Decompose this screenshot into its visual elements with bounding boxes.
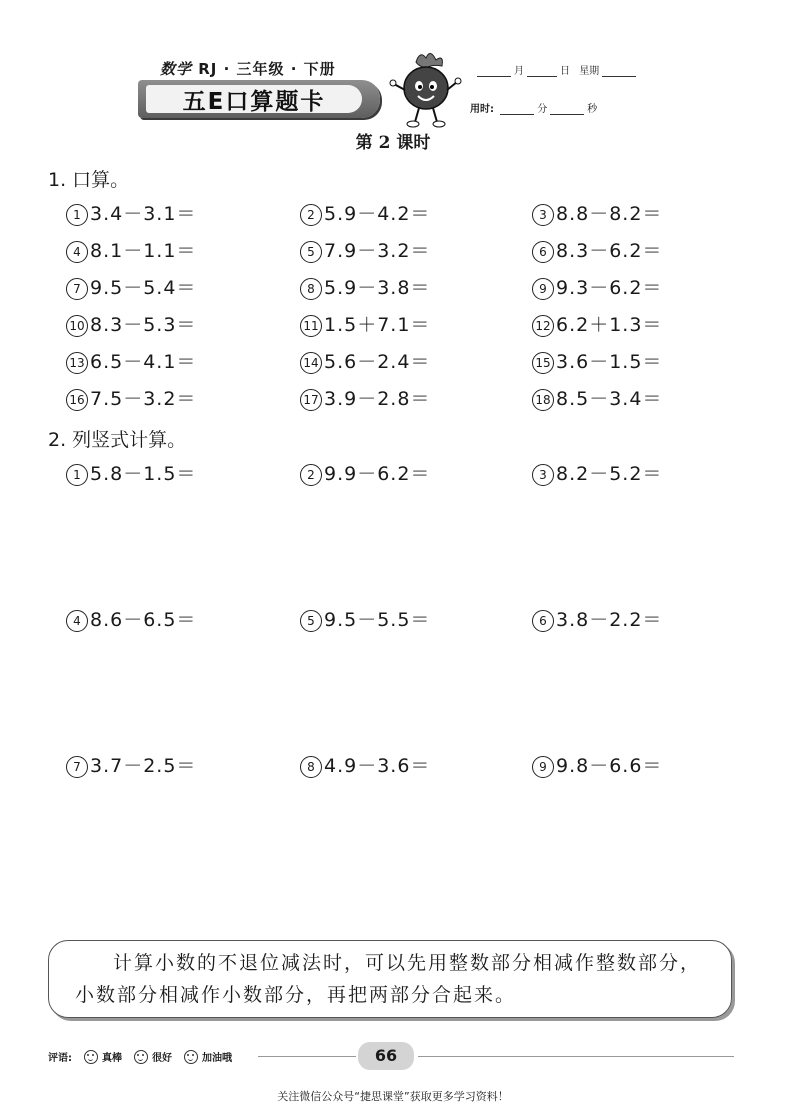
section1-problem [532, 310, 662, 337]
problem-number: 1 [66, 204, 88, 226]
section2-problem [66, 605, 196, 632]
problem-expression: 5.6－2.4＝ [324, 351, 431, 373]
problem-number: 8 [300, 756, 322, 778]
problem-number: 5 [300, 241, 322, 263]
section2-problem [66, 751, 196, 778]
section2-problem [532, 751, 662, 778]
section1-problem [532, 199, 662, 226]
section1-problem [532, 384, 662, 411]
mascot-icon [386, 48, 464, 128]
title-banner [138, 80, 380, 118]
time-label: 用时: [470, 104, 494, 115]
section1-problem [300, 310, 430, 337]
good-face-icon[interactable] [134, 1050, 148, 1064]
problem-expression: 5.9－4.2＝ [324, 203, 431, 225]
section2-problem [532, 459, 662, 486]
problem-expression: 8.8－8.2＝ [556, 203, 663, 225]
minutes-blank[interactable] [500, 114, 534, 115]
section2-problem [532, 605, 662, 632]
problem-expression: 5.8－1.5＝ [90, 463, 197, 485]
problem-expression: 9.8－6.6＝ [556, 755, 663, 777]
problem-number: 15 [532, 352, 554, 374]
section2-problem [300, 605, 430, 632]
page-number: 66 [358, 1042, 414, 1070]
section1-problem [532, 273, 662, 300]
section1-problem [66, 384, 196, 411]
problem-number: 8 [300, 278, 322, 300]
eval-label: 评语: [48, 1053, 72, 1064]
problem-number: 4 [66, 610, 88, 632]
section1-title: 1. 口算。 [48, 169, 130, 191]
problem-number: 12 [532, 315, 554, 337]
weekday-blank[interactable] [602, 76, 636, 77]
problem-number: 9 [532, 278, 554, 300]
problem-number: 7 [66, 756, 88, 778]
section1-problem [532, 236, 662, 263]
problem-number: 3 [532, 204, 554, 226]
section2-problem [300, 459, 430, 486]
problem-expression: 6.2＋1.3＝ [556, 314, 663, 336]
problem-number: 6 [532, 241, 554, 263]
section2-problem [66, 459, 196, 486]
bottom-note: 关注微信公众号“捷思课堂”获取更多学习资料！ [277, 1090, 509, 1103]
seconds-blank[interactable] [550, 114, 584, 115]
problem-expression: 8.6－6.5＝ [90, 609, 197, 631]
problem-expression: 9.3－6.2＝ [556, 277, 663, 299]
subject-line [160, 58, 336, 79]
weekday-label: 星期 [579, 66, 600, 77]
section1-problem [66, 347, 196, 374]
problem-expression: 8.2－5.2＝ [556, 463, 663, 485]
eval-try: 加油哦 [202, 1053, 232, 1064]
problem-expression: 3.4－3.1＝ [90, 203, 197, 225]
month-label: 月 [514, 66, 524, 77]
problem-number: 9 [532, 756, 554, 778]
problem-number: 14 [300, 352, 322, 374]
problem-expression: 7.9－3.2＝ [324, 240, 431, 262]
problem-expression: 1.5＋7.1＝ [324, 314, 431, 336]
problem-number: 2 [300, 464, 322, 486]
problem-expression: 9.9－6.2＝ [324, 463, 431, 485]
month-blank[interactable] [477, 76, 511, 77]
problem-expression: 4.9－3.6＝ [324, 755, 431, 777]
edition-label: RJ · 三年级 · 下册 [198, 60, 336, 78]
footer-line-left [258, 1056, 356, 1057]
problem-number: 13 [66, 352, 88, 374]
section1-problem [66, 236, 196, 263]
time-line [470, 100, 597, 115]
problem-expression: 8.3－5.3＝ [90, 314, 197, 336]
section1-problem [66, 310, 196, 337]
problem-expression: 9.5－5.5＝ [324, 609, 431, 631]
problem-number: 2 [300, 204, 322, 226]
problem-expression: 5.9－3.8＝ [324, 277, 431, 299]
problem-number: 5 [300, 610, 322, 632]
problem-expression: 3.7－2.5＝ [90, 755, 197, 777]
section1-problem [300, 273, 430, 300]
problem-expression: 3.6－1.5＝ [556, 351, 663, 373]
problem-number: 18 [532, 389, 554, 411]
problem-number: 10 [66, 315, 88, 337]
day-label: 日 [560, 66, 570, 77]
problem-number: 16 [66, 389, 88, 411]
problem-number: 3 [532, 464, 554, 486]
problem-number: 7 [66, 278, 88, 300]
problem-expression: 3.9－2.8＝ [324, 388, 431, 410]
problem-expression: 8.3－6.2＝ [556, 240, 663, 262]
problem-expression: 3.8－2.2＝ [556, 609, 663, 631]
date-line [474, 62, 639, 77]
great-face-icon[interactable] [84, 1050, 98, 1064]
day-blank[interactable] [527, 76, 557, 77]
lesson-title: 第 2 课时 [355, 133, 431, 153]
problem-number: 6 [532, 610, 554, 632]
problem-number: 11 [300, 315, 322, 337]
problem-expression: 7.5－3.2＝ [90, 388, 197, 410]
section1-problem [300, 347, 430, 374]
problem-number: 4 [66, 241, 88, 263]
problem-expression: 9.5－5.4＝ [90, 277, 197, 299]
eval-good: 很好 [152, 1053, 172, 1064]
section2-problem [300, 751, 430, 778]
problem-number: 1 [66, 464, 88, 486]
problem-expression: 6.5－4.1＝ [90, 351, 197, 373]
tip-box [48, 940, 732, 1018]
section1-problem [300, 199, 430, 226]
eval-great: 真棒 [102, 1053, 122, 1064]
section1-problem [300, 384, 430, 411]
section1-problem [300, 236, 430, 263]
banner-title: 五E口算题卡 [146, 85, 362, 113]
section1-problem [532, 347, 662, 374]
section2-title: 2. 列竖式计算。 [48, 429, 187, 451]
tip-text: 计算小数的不退位减法时，可以先用整数部分相减作整数部分，小数部分相减作小数部分，再把两部分合起来。 [75, 952, 702, 1006]
problem-expression: 8.1－1.1＝ [90, 240, 197, 262]
seconds-label: 秒 [587, 104, 598, 115]
section1-problem [66, 199, 196, 226]
try-face-icon[interactable] [184, 1050, 198, 1064]
problem-number: 17 [300, 389, 322, 411]
footer-line-right [418, 1056, 734, 1057]
minutes-label: 分 [537, 104, 548, 115]
problem-expression: 8.5－3.4＝ [556, 388, 663, 410]
evaluation-row [48, 1049, 232, 1064]
section1-problem [66, 273, 196, 300]
subject-label: 数学 [160, 60, 193, 78]
